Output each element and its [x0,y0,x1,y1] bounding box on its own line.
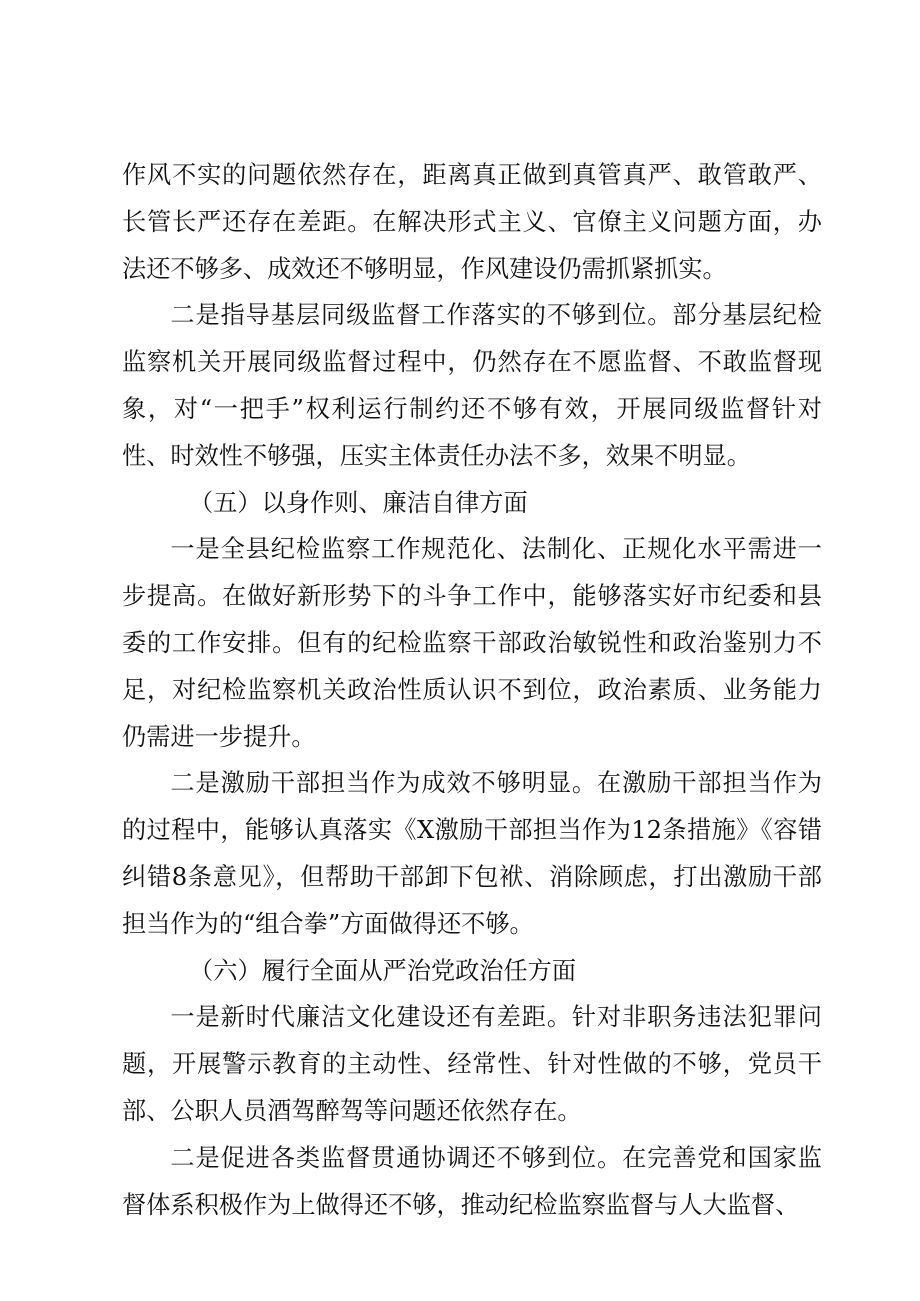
paragraph-peer-supervision: 二是指导基层同级监督工作落实的不够到位。部分基层纪检监察机关开展同级监督过程中，仍然存在不愿监督、不敢监督现象，对“一把手”权利运行制约还不够有效，开展同级监督针对性、时效性不够强，压实主体责任办法不多，效果不明显。 [122,301,822,470]
paragraph-standardization: 一是全县纪检监察工作规范化、法制化、正规化水平需进一步提高。在做好新形势下的斗争工作中，能够落实好市纪委和县委的工作安排。但有的纪检监察干部政治敏锐性和政治鉴别力不足，对纪检监察机关政治性质认识不到位，政治素质、业务能力仍需进一步提升。 [122,535,822,751]
section-heading-six: （六）履行全面从严治党政治任方面 [189,956,577,985]
section-heading-five: （五）以身作则、廉洁自律方面 [189,488,528,517]
paragraph-supervision-coordination: 二是促进各类监督贯通协调还不够到位。在完善党和国家监督体系积极作为上做得还不够，推动纪检监察监督与人大监督、 [122,1143,822,1219]
paragraph-integrity-culture: 一是新时代廉洁文化建设还有差距。针对非职务违法犯罪问题，开展警示教育的主动性、经常性、针对性做的不够，党员干部、公职人员酒驾醉驾等问题还依然存在。 [122,1003,822,1125]
paragraph-cadre-incentive: 二是激励干部担当作为成效不够明显。在激励干部担当作为的过程中，能够认真落实《X激励干部担当作为12条措施》《容错纠错8条意见》，但帮助干部卸下包袱、消除顾虑，打出激励干部担当作为的“组合拳”方面做得还不够。 [122,769,822,938]
paragraph-work-style-continued: 作风不实的问题依然存在，距离真正做到真管真严、敢管敢严、长管长严还存在差距。在解决形式主义、官僚主义问题方面，办法还不够多、成效还不够明显，作风建设仍需抓紧抓实。 [122,161,822,283]
document-body [122,152,822,1228]
